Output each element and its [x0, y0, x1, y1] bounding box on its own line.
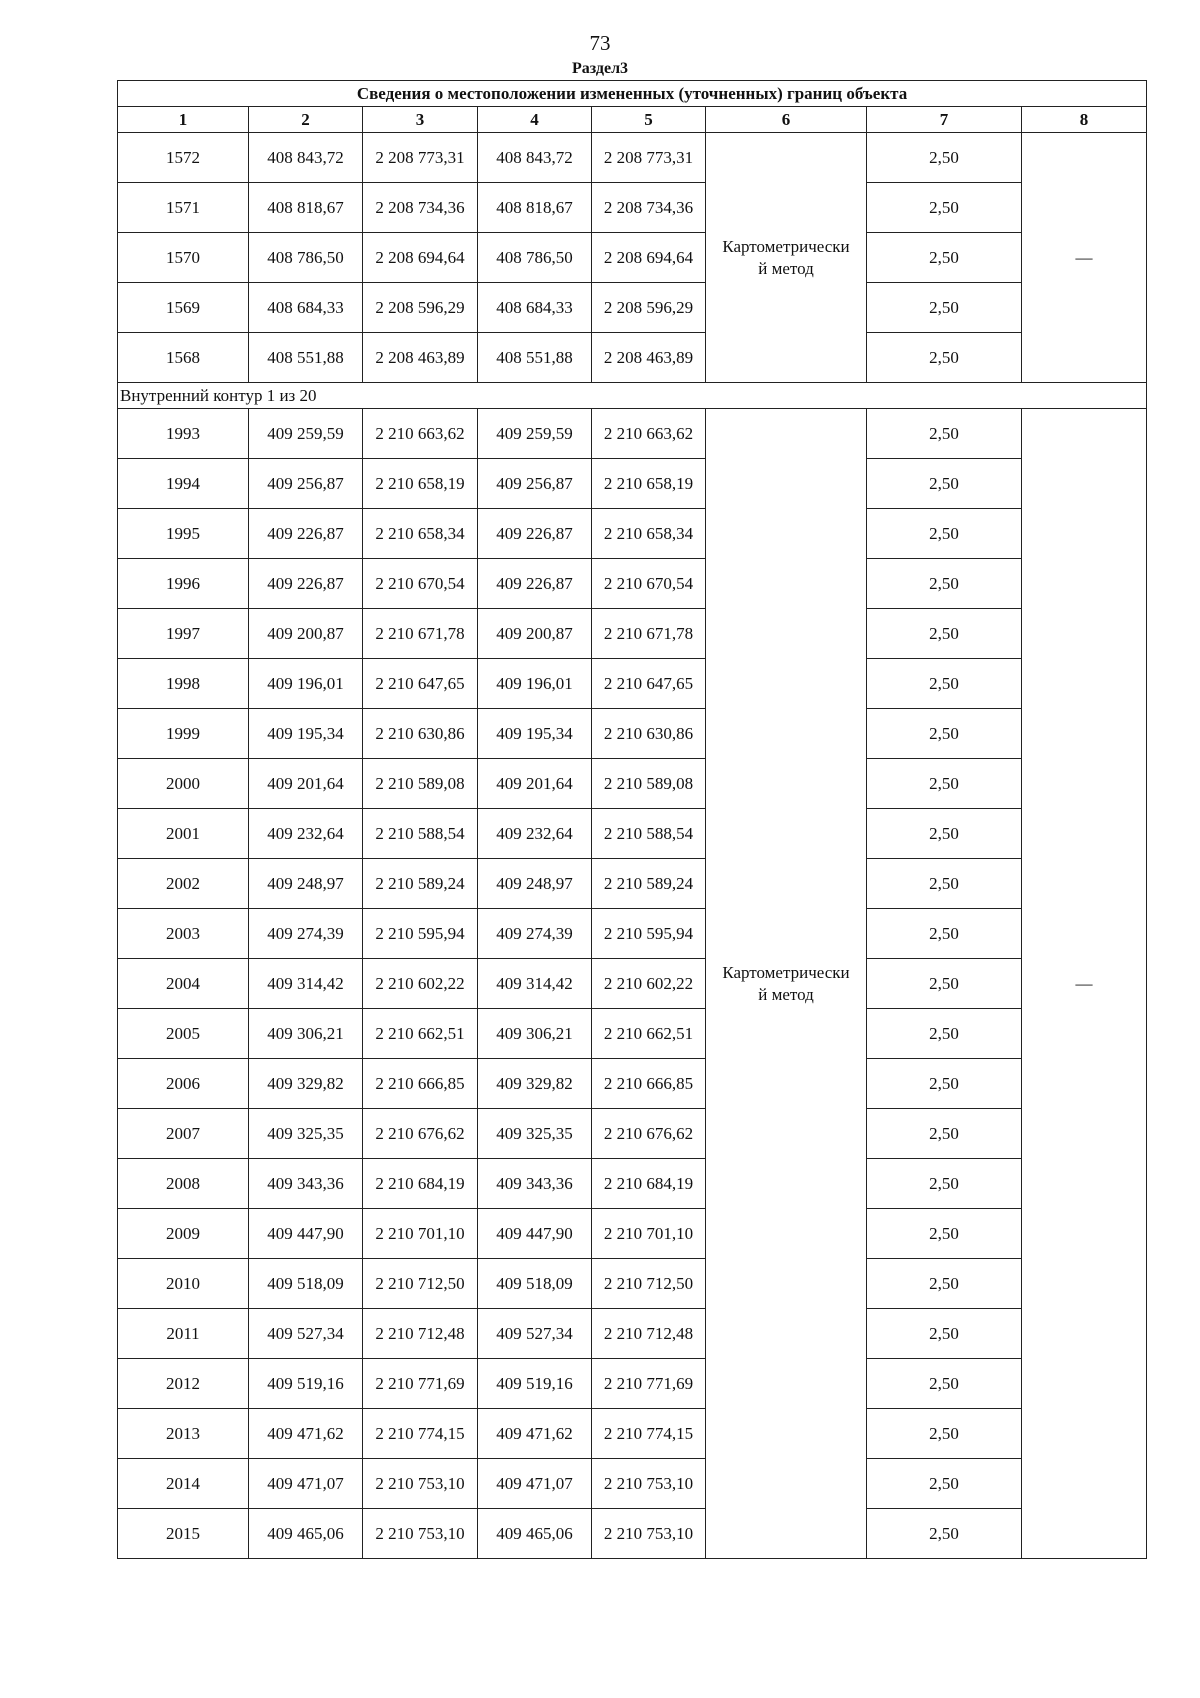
coord-y-cell: 2 210 701,10	[363, 1209, 478, 1259]
coord-y-cell: 2 210 712,50	[592, 1259, 706, 1309]
method-text-line: Картометрически	[722, 962, 850, 982]
accuracy-cell: 2,50	[867, 1059, 1022, 1109]
coord-y-cell: 2 210 671,78	[363, 609, 478, 659]
point-number-cell: 1572	[118, 133, 249, 183]
coord-x-cell: 409 201,64	[478, 759, 592, 809]
coord-y-cell: 2 208 734,36	[363, 183, 478, 233]
column-header: 6	[706, 107, 867, 133]
point-number-cell: 1995	[118, 509, 249, 559]
table-row	[118, 1409, 1147, 1459]
table-row	[118, 1109, 1147, 1159]
coord-x-cell: 409 200,87	[249, 609, 363, 659]
coord-x-cell: 409 527,34	[478, 1309, 592, 1359]
column-header: 3	[363, 107, 478, 133]
point-number-cell: 2007	[118, 1109, 249, 1159]
table-row	[118, 959, 1147, 1009]
table-row	[118, 1359, 1147, 1409]
coord-y-cell: 2 210 712,48	[592, 1309, 706, 1359]
accuracy-cell: 2,50	[867, 559, 1022, 609]
method-text-line: й метод	[758, 984, 814, 1004]
coord-x-cell: 409 519,16	[249, 1359, 363, 1409]
table-row	[118, 809, 1147, 859]
coord-x-cell: 409 256,87	[249, 459, 363, 509]
coord-y-cell: 2 210 647,65	[592, 659, 706, 709]
table-row	[118, 283, 1147, 333]
table-row	[118, 859, 1147, 909]
coord-y-cell: 2 210 602,22	[592, 959, 706, 1009]
table-caption: Сведения о местоположении измененных (уточненных) границ объекта	[118, 81, 1147, 107]
coord-y-cell: 2 210 663,62	[592, 409, 706, 459]
coord-x-cell: 409 256,87	[478, 459, 592, 509]
column-header: 4	[478, 107, 592, 133]
coord-x-cell: 409 471,07	[478, 1459, 592, 1509]
table-row	[118, 609, 1147, 659]
coord-y-cell: 2 210 662,51	[592, 1009, 706, 1059]
accuracy-cell: 2,50	[867, 1209, 1022, 1259]
coord-y-cell: 2 210 658,34	[363, 509, 478, 559]
coord-x-cell: 409 232,64	[478, 809, 592, 859]
coord-x-cell: 409 274,39	[478, 909, 592, 959]
coord-y-cell: 2 210 701,10	[592, 1209, 706, 1259]
column-header: 7	[867, 107, 1022, 133]
page-number: 73	[589, 31, 611, 55]
coord-x-cell: 409 325,35	[478, 1109, 592, 1159]
table-row	[118, 709, 1147, 759]
contour-row	[118, 383, 1147, 409]
coord-y-cell: 2 210 671,78	[592, 609, 706, 659]
coord-y-cell: 2 210 588,54	[592, 809, 706, 859]
point-number-cell: 1998	[118, 659, 249, 709]
coord-x-cell: 408 786,50	[478, 233, 592, 283]
coord-x-cell: 409 325,35	[249, 1109, 363, 1159]
coord-x-cell: 409 248,97	[249, 859, 363, 909]
accuracy-cell: 2,50	[867, 1459, 1022, 1509]
coord-y-cell: 2 210 589,08	[363, 759, 478, 809]
coord-y-cell: 2 210 774,15	[363, 1409, 478, 1459]
coord-x-cell: 409 329,82	[478, 1059, 592, 1109]
accuracy-cell: 2,50	[867, 509, 1022, 559]
point-number-cell: 2014	[118, 1459, 249, 1509]
coord-y-cell: 2 210 630,86	[363, 709, 478, 759]
method-text-line: й метод	[758, 258, 814, 278]
accuracy-cell: 2,50	[867, 333, 1022, 383]
column-header-row	[118, 107, 1147, 133]
coord-y-cell: 2 210 589,08	[592, 759, 706, 809]
accuracy-cell: 2,50	[867, 1009, 1022, 1059]
table-row	[118, 509, 1147, 559]
coord-y-cell: 2 210 753,10	[363, 1459, 478, 1509]
dash-cell: —	[1022, 133, 1147, 383]
coordinates-table	[117, 80, 1147, 1559]
coord-x-cell: 409 471,62	[249, 1409, 363, 1459]
accuracy-cell: 2,50	[867, 409, 1022, 459]
table-row	[118, 759, 1147, 809]
table-row	[118, 1459, 1147, 1509]
coord-y-cell: 2 210 771,69	[363, 1359, 478, 1409]
table-row	[118, 133, 1147, 183]
coord-x-cell: 408 551,88	[249, 333, 363, 383]
coord-x-cell: 409 527,34	[249, 1309, 363, 1359]
coord-x-cell: 409 465,06	[478, 1509, 592, 1559]
accuracy-cell: 2,50	[867, 659, 1022, 709]
point-number-cell: 1999	[118, 709, 249, 759]
coord-y-cell: 2 210 658,19	[592, 459, 706, 509]
coord-y-cell: 2 210 595,94	[592, 909, 706, 959]
point-number-cell: 1571	[118, 183, 249, 233]
coord-x-cell: 409 314,42	[478, 959, 592, 1009]
coord-y-cell: 2 210 666,85	[592, 1059, 706, 1109]
coord-y-cell: 2 208 463,89	[363, 333, 478, 383]
coord-x-cell: 409 465,06	[249, 1509, 363, 1559]
coord-y-cell: 2 210 589,24	[363, 859, 478, 909]
table-row	[118, 1259, 1147, 1309]
coord-x-cell: 409 201,64	[249, 759, 363, 809]
accuracy-cell: 2,50	[867, 1259, 1022, 1309]
point-number-cell: 2015	[118, 1509, 249, 1559]
coord-x-cell: 409 447,90	[478, 1209, 592, 1259]
coord-y-cell: 2 210 658,34	[592, 509, 706, 559]
point-number-cell: 2011	[118, 1309, 249, 1359]
coord-y-cell: 2 210 602,22	[363, 959, 478, 1009]
point-number-cell: 2004	[118, 959, 249, 1009]
accuracy-cell: 2,50	[867, 609, 1022, 659]
coord-x-cell: 408 684,33	[478, 283, 592, 333]
coord-x-cell: 408 786,50	[249, 233, 363, 283]
coord-y-cell: 2 208 596,29	[363, 283, 478, 333]
coord-y-cell: 2 208 734,36	[592, 183, 706, 233]
coord-y-cell: 2 210 712,50	[363, 1259, 478, 1309]
table-row	[118, 333, 1147, 383]
coord-x-cell: 409 226,87	[478, 559, 592, 609]
coord-x-cell: 409 518,09	[249, 1259, 363, 1309]
coord-y-cell: 2 210 753,10	[363, 1509, 478, 1559]
point-number-cell: 2005	[118, 1009, 249, 1059]
table-row	[118, 183, 1147, 233]
coord-x-cell: 409 259,59	[478, 409, 592, 459]
accuracy-cell: 2,50	[867, 283, 1022, 333]
accuracy-cell: 2,50	[867, 1309, 1022, 1359]
method-text-line: Картометрически	[722, 236, 850, 256]
table-row	[118, 1159, 1147, 1209]
coord-x-cell: 409 471,07	[249, 1459, 363, 1509]
accuracy-cell: 2,50	[867, 133, 1022, 183]
accuracy-cell: 2,50	[867, 1109, 1022, 1159]
method-cell	[706, 409, 867, 1559]
table-row	[118, 459, 1147, 509]
accuracy-cell: 2,50	[867, 1409, 1022, 1459]
table-caption-row	[118, 81, 1147, 107]
coord-x-cell: 409 518,09	[478, 1259, 592, 1309]
coord-x-cell: 409 447,90	[249, 1209, 363, 1259]
point-number-cell: 2012	[118, 1359, 249, 1409]
coord-x-cell: 409 226,87	[249, 509, 363, 559]
method-cell	[706, 133, 867, 383]
coord-y-cell: 2 210 663,62	[363, 409, 478, 459]
coord-x-cell: 409 306,21	[249, 1009, 363, 1059]
table-row	[118, 559, 1147, 609]
coord-y-cell: 2 208 773,31	[592, 133, 706, 183]
point-number-cell: 2001	[118, 809, 249, 859]
coord-x-cell: 409 196,01	[249, 659, 363, 709]
accuracy-cell: 2,50	[867, 459, 1022, 509]
coord-y-cell: 2 210 712,48	[363, 1309, 478, 1359]
coord-x-cell: 409 226,87	[249, 559, 363, 609]
coord-x-cell: 409 329,82	[249, 1059, 363, 1109]
accuracy-cell: 2,50	[867, 859, 1022, 909]
point-number-cell: 2009	[118, 1209, 249, 1259]
point-number-cell: 1993	[118, 409, 249, 459]
table-row	[118, 1059, 1147, 1109]
coord-x-cell: 409 274,39	[249, 909, 363, 959]
accuracy-cell: 2,50	[867, 1509, 1022, 1559]
contour-label: Внутренний контур 1 из 20	[118, 383, 1147, 409]
coord-y-cell: 2 210 666,85	[363, 1059, 478, 1109]
point-number-cell: 1997	[118, 609, 249, 659]
accuracy-cell: 2,50	[867, 1359, 1022, 1409]
table-row	[118, 909, 1147, 959]
coord-y-cell: 2 208 694,64	[592, 233, 706, 283]
accuracy-cell: 2,50	[867, 809, 1022, 859]
column-header: 5	[592, 107, 706, 133]
coord-x-cell: 408 843,72	[249, 133, 363, 183]
coord-y-cell: 2 210 595,94	[363, 909, 478, 959]
coord-y-cell: 2 210 658,19	[363, 459, 478, 509]
point-number-cell: 1570	[118, 233, 249, 283]
coord-y-cell: 2 210 630,86	[592, 709, 706, 759]
coord-x-cell: 409 343,36	[478, 1159, 592, 1209]
accuracy-cell: 2,50	[867, 709, 1022, 759]
table-row	[118, 659, 1147, 709]
coord-x-cell: 409 259,59	[249, 409, 363, 459]
coord-y-cell: 2 210 676,62	[363, 1109, 478, 1159]
coord-y-cell: 2 210 662,51	[363, 1009, 478, 1059]
coord-x-cell: 409 195,34	[478, 709, 592, 759]
point-number-cell: 1994	[118, 459, 249, 509]
coord-y-cell: 2 210 588,54	[363, 809, 478, 859]
coord-x-cell: 409 226,87	[478, 509, 592, 559]
section-title: Раздел3	[571, 60, 629, 77]
point-number-cell: 2003	[118, 909, 249, 959]
table-row	[118, 409, 1147, 459]
accuracy-cell: 2,50	[867, 909, 1022, 959]
coord-x-cell: 409 343,36	[249, 1159, 363, 1209]
point-number-cell: 1569	[118, 283, 249, 333]
coord-x-cell: 408 818,67	[478, 183, 592, 233]
coord-y-cell: 2 208 773,31	[363, 133, 478, 183]
accuracy-cell: 2,50	[867, 1159, 1022, 1209]
dash-cell: —	[1022, 409, 1147, 1559]
coord-y-cell: 2 210 589,24	[592, 859, 706, 909]
coord-x-cell: 409 196,01	[478, 659, 592, 709]
coord-x-cell: 409 195,34	[249, 709, 363, 759]
coord-x-cell: 409 306,21	[478, 1009, 592, 1059]
table-row	[118, 233, 1147, 283]
coord-y-cell: 2 210 684,19	[363, 1159, 478, 1209]
accuracy-cell: 2,50	[867, 959, 1022, 1009]
coord-y-cell: 2 208 694,64	[363, 233, 478, 283]
point-number-cell: 1568	[118, 333, 249, 383]
table-row	[118, 1209, 1147, 1259]
coord-y-cell: 2 210 670,54	[592, 559, 706, 609]
coord-x-cell: 409 200,87	[478, 609, 592, 659]
coord-x-cell: 409 314,42	[249, 959, 363, 1009]
coord-x-cell: 408 843,72	[478, 133, 592, 183]
coord-y-cell: 2 210 670,54	[363, 559, 478, 609]
coord-x-cell: 408 818,67	[249, 183, 363, 233]
point-number-cell: 2002	[118, 859, 249, 909]
coord-y-cell: 2 210 771,69	[592, 1359, 706, 1409]
coord-y-cell: 2 210 753,10	[592, 1459, 706, 1509]
coord-x-cell: 408 684,33	[249, 283, 363, 333]
table-row	[118, 1509, 1147, 1559]
point-number-cell: 2013	[118, 1409, 249, 1459]
point-number-cell: 2010	[118, 1259, 249, 1309]
coord-y-cell: 2 208 596,29	[592, 283, 706, 333]
accuracy-cell: 2,50	[867, 759, 1022, 809]
coord-x-cell: 409 232,64	[249, 809, 363, 859]
coord-x-cell: 408 551,88	[478, 333, 592, 383]
point-number-cell: 2000	[118, 759, 249, 809]
coord-y-cell: 2 210 647,65	[363, 659, 478, 709]
column-header: 8	[1022, 107, 1147, 133]
coord-y-cell: 2 210 684,19	[592, 1159, 706, 1209]
coord-y-cell: 2 210 774,15	[592, 1409, 706, 1459]
point-number-cell: 1996	[118, 559, 249, 609]
coord-x-cell: 409 248,97	[478, 859, 592, 909]
coord-y-cell: 2 210 676,62	[592, 1109, 706, 1159]
table-row	[118, 1009, 1147, 1059]
column-header: 1	[118, 107, 249, 133]
point-number-cell: 2006	[118, 1059, 249, 1109]
coord-y-cell: 2 210 753,10	[592, 1509, 706, 1559]
column-header: 2	[249, 107, 363, 133]
table-row	[118, 1309, 1147, 1359]
coord-y-cell: 2 208 463,89	[592, 333, 706, 383]
accuracy-cell: 2,50	[867, 233, 1022, 283]
coord-x-cell: 409 471,62	[478, 1409, 592, 1459]
accuracy-cell: 2,50	[867, 183, 1022, 233]
coord-x-cell: 409 519,16	[478, 1359, 592, 1409]
point-number-cell: 2008	[118, 1159, 249, 1209]
